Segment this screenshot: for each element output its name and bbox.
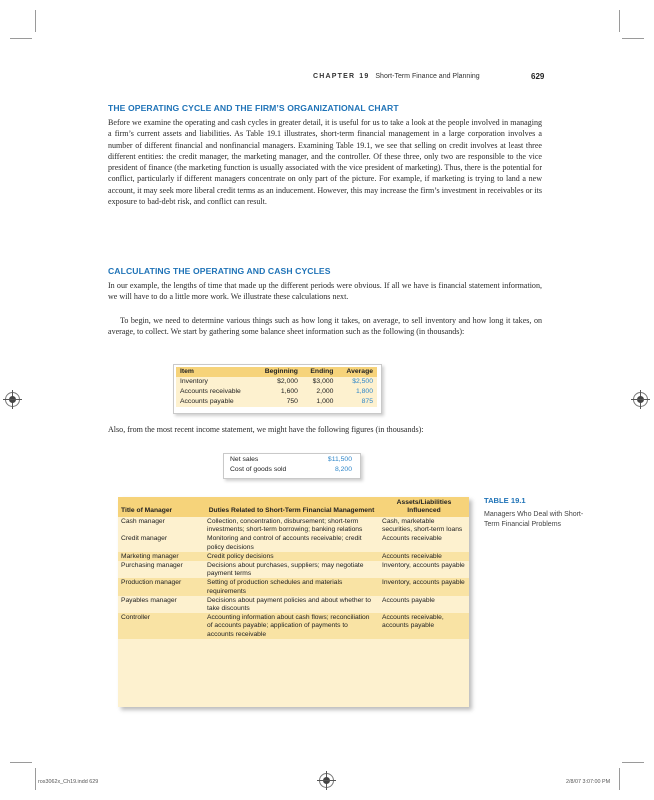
table-cell: Accounts payable [176, 397, 255, 407]
table-cell: Production manager [118, 578, 204, 595]
table-caption-text: Managers Who Deal with Short-Term Financial Problems [484, 511, 584, 528]
table-cell: Controller [118, 613, 204, 639]
table-cell: Inventory, accounts payable [379, 578, 469, 595]
table-cell: Cost of goods sold [230, 466, 287, 473]
table-row [226, 455, 356, 465]
table-cell: $2,000 [255, 377, 302, 387]
table-cell: Inventory, accounts payable [379, 561, 469, 578]
table-cell: $11,500 [327, 456, 352, 463]
footer-date-info: 2/8/07 3:07:00 PM [566, 779, 611, 785]
column-header: Item [176, 367, 255, 377]
table-row [176, 387, 377, 397]
table-row [226, 465, 356, 475]
table-cell: Accounts payable [379, 596, 469, 613]
table-cell: Monitoring and control of accounts receivable; credit policy decisions [204, 534, 379, 551]
table-row [118, 534, 469, 551]
section-heading-organizational-chart: THE OPERATING CYCLE AND THE FIRM’S ORGANIZATIONAL CHART [108, 103, 399, 113]
table-cell: Marketing manager [118, 552, 204, 561]
table-row [118, 561, 469, 578]
page-number: 629 [531, 72, 545, 81]
table-cell: Collection, concentration, disbursement; short-term investments; short-term borrowing; banking relations [204, 517, 379, 534]
section-paragraph: Before we examine the operating and cash cycles in greater detail, it is useful for us to take a look at the people involved in managing a firm’s current assets and liabilities. As Table 19.1 illustrates, short-term financial management in a large corporation involves a number of different financial and nonfinancial managers. Examining Table 19.1, we see that selling on credit involves at least three different entities: the credit manager, the marketing manager, and the controller. Of these three, only two are responsible to the vice president of finance (the marketing function is usually associated with the vice president of marketing). Thus, there is the potential for conflict, particularly if different managers concentrate on only part of the picture. For example, if marketing is trying to land a new account, it may seek more liberal credit terms as an inducement. However, this may increase the firm’s investment in receivables or its exposure to bad-debt risk, and conflict can result. [108, 118, 542, 206]
footer-file-info: ros3062x_Ch19.indd 629 [38, 779, 99, 785]
table-cell: Decisions about payment policies and about whether to take discounts [204, 596, 379, 613]
table-row [118, 578, 469, 595]
section-heading-operating-cash-cycles: CALCULATING THE OPERATING AND CASH CYCLES [108, 266, 331, 276]
chapter-label: CHAPTER [313, 73, 356, 80]
registration-mark-icon [5, 392, 20, 407]
table-cell: Cash, marketable securities, short-term loans [379, 517, 469, 534]
column-header: Duties Related to Short-Term Financial Management [204, 497, 379, 517]
table-cell: Decisions about purchases, suppliers; may negotiate payment terms [204, 561, 379, 578]
table-cell: Net sales [230, 456, 259, 463]
section-paragraph: To begin, we need to determine various things such as how long it takes, on average, to sell inventory and how long it takes, on average, to collect. We start by gathering some balance sheet information such as the following (in thousands): [108, 316, 542, 337]
table-cell: Inventory [176, 377, 255, 387]
chapter-title: Short-Term Finance and Planning [375, 73, 480, 80]
table-cell: Credit policy decisions [204, 552, 379, 561]
table-cell: Accounts receivable, accounts payable [379, 613, 469, 639]
table-cell: Setting of production schedules and materials requirements [204, 578, 379, 595]
table-cell: Accounting information about cash flows; reconciliation of accounts payable; application of payments to accounts receivable [204, 613, 379, 639]
column-header: Title of Manager [118, 497, 204, 517]
table-row [118, 613, 469, 639]
table-row [118, 517, 469, 534]
column-header: Average [337, 367, 377, 377]
table-cell: Purchasing manager [118, 561, 204, 578]
table-cell: 2,000 [302, 387, 338, 397]
table-cell: Payables manager [118, 596, 204, 613]
table-cell: 8,200 [334, 466, 352, 473]
section-paragraph: Also, from the most recent income statement, we might have the following figures (in thousands): [108, 425, 424, 434]
table-cell: Accounts receivable [176, 387, 255, 397]
table-cell: Credit manager [118, 534, 204, 551]
table-cell: Accounts receivable [379, 534, 469, 551]
table-cell: Cash manager [118, 517, 204, 534]
table-row [118, 596, 469, 613]
table-cell: 875 [337, 397, 377, 407]
table-cell: 1,600 [255, 387, 302, 397]
running-header [313, 73, 480, 80]
column-header: Beginning [255, 367, 302, 377]
column-header: Assets/Liabilities Influenced [379, 497, 469, 517]
table-cell: 1,800 [337, 387, 377, 397]
registration-mark-icon [319, 773, 334, 788]
table-cell: $3,000 [302, 377, 338, 387]
table-row [176, 377, 377, 387]
chapter-number: 19 [359, 73, 370, 80]
balance-sheet-table [176, 367, 377, 407]
table-row [118, 552, 469, 561]
table-cell: $2,500 [337, 377, 377, 387]
table-cell: Accounts receivable [379, 552, 469, 561]
table-cell: 750 [255, 397, 302, 407]
table-row [176, 397, 377, 407]
section-paragraph: In our example, the lengths of time that made up the different periods were obvious. If all we have is financial statement information, we will have to do a little more work. We illustrate these calculations next. [108, 281, 542, 302]
column-header: Ending [302, 367, 338, 377]
table-19-1 [118, 497, 469, 707]
table-cell: 1,000 [302, 397, 338, 407]
income-statement-table [226, 455, 356, 475]
registration-mark-icon [633, 392, 648, 407]
table-caption-number: TABLE 19.1 [484, 496, 526, 505]
